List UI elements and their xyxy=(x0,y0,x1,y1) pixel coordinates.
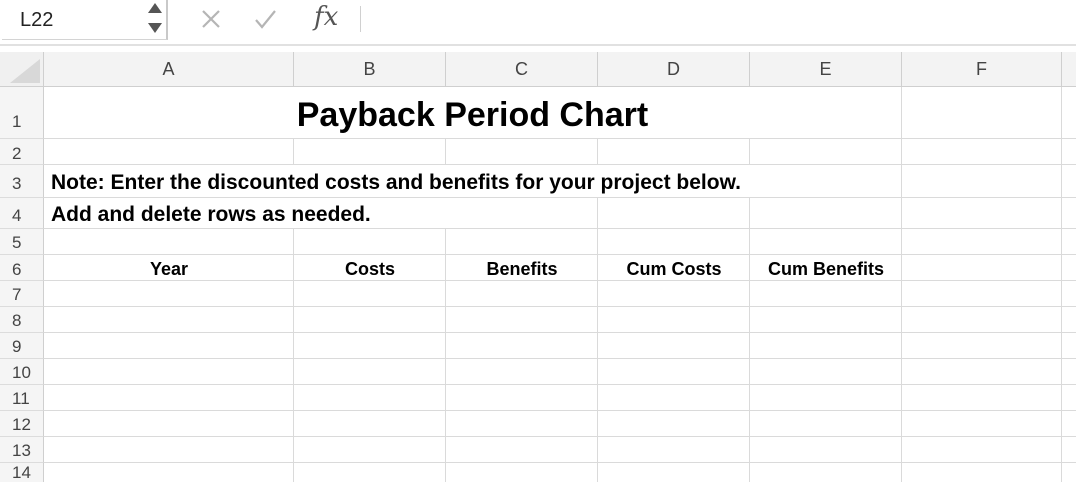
gridline-row-8 xyxy=(44,332,1076,333)
column-header-f[interactable]: F xyxy=(902,52,1062,87)
gridline-col-d-row2 xyxy=(749,139,750,165)
column-header-g[interactable] xyxy=(1062,52,1076,87)
row-header-9[interactable]: 9 xyxy=(0,333,44,359)
select-all-button[interactable] xyxy=(0,52,44,87)
gridline-row-1 xyxy=(44,138,1076,139)
row-header-10[interactable]: 10 xyxy=(0,359,44,385)
gridline-col-f xyxy=(1061,87,1062,482)
enter-button[interactable] xyxy=(248,2,282,36)
check-icon xyxy=(248,2,282,36)
gridline-col-a-row2 xyxy=(293,139,294,165)
column-header-e[interactable]: E xyxy=(750,52,902,87)
header-costs: Costs xyxy=(344,259,395,279)
sheet-title: Payback Period Chart xyxy=(296,96,649,134)
chevron-up-icon[interactable] xyxy=(148,3,162,13)
gridline-row-3 xyxy=(44,197,1076,198)
gridline-row-6 xyxy=(44,280,1076,281)
row-header-13[interactable]: 13 xyxy=(0,437,44,463)
row-header-2[interactable]: 2 xyxy=(0,139,44,165)
name-box-spinner[interactable] xyxy=(146,1,164,37)
select-all-triangle-icon xyxy=(10,59,40,83)
formula-bar-divider xyxy=(0,44,1076,46)
gridline-row-10 xyxy=(44,384,1076,385)
gridline-row-4 xyxy=(44,228,1076,229)
row-header-11[interactable]: 11 xyxy=(0,385,44,411)
gridline-row-2 xyxy=(44,164,1076,165)
gridline-row-5 xyxy=(44,254,1076,255)
header-cum-benefits: Cum Benefits xyxy=(767,259,884,279)
gridline-col-c-row4 xyxy=(597,198,598,229)
column-header-c[interactable]: C xyxy=(446,52,598,87)
header-year: Year xyxy=(149,259,189,279)
row-header-5[interactable]: 5 xyxy=(0,229,44,255)
cancel-button[interactable] xyxy=(194,2,228,36)
row-header-6[interactable]: 6 xyxy=(0,255,44,281)
x-icon xyxy=(194,2,228,36)
gridline-col-b-row2 xyxy=(445,139,446,165)
row-header-12[interactable]: 12 xyxy=(0,411,44,437)
row-header-4[interactable]: 4 xyxy=(0,198,44,229)
chevron-down-icon[interactable] xyxy=(148,23,162,33)
formula-separator xyxy=(360,6,361,32)
note-line-1: Note: Enter the discounted costs and benefits for your project below. xyxy=(51,171,741,194)
cell-reference[interactable]: L22 xyxy=(20,9,54,31)
gridline-row-13 xyxy=(44,462,1076,463)
row-header-8[interactable]: 8 xyxy=(0,307,44,333)
column-header-b[interactable]: B xyxy=(294,52,446,87)
header-benefits: Benefits xyxy=(486,259,558,279)
gridline-col-c-row2 xyxy=(597,139,598,165)
row-header-3[interactable]: 3 xyxy=(0,165,44,198)
row-header-7[interactable]: 7 xyxy=(0,281,44,307)
note-line-2: Add and delete rows as needed. xyxy=(51,203,371,226)
gridline-col-e xyxy=(901,87,902,482)
gridline-col-d-row4 xyxy=(749,198,750,229)
column-header-a[interactable]: A xyxy=(44,52,294,87)
row-header-14[interactable]: 14 xyxy=(0,463,44,482)
gridline-row-12 xyxy=(44,436,1076,437)
gridline-row-7 xyxy=(44,306,1076,307)
function-icon[interactable]: fx xyxy=(314,2,339,32)
column-header-d[interactable]: D xyxy=(598,52,750,87)
row-header-1[interactable]: 1 xyxy=(0,87,44,139)
gridline-row-9 xyxy=(44,358,1076,359)
gridline-row-11 xyxy=(44,410,1076,411)
spreadsheet-grid[interactable] xyxy=(0,52,1076,482)
name-box[interactable] xyxy=(2,0,168,40)
formula-bar xyxy=(0,0,1076,46)
formula-input[interactable] xyxy=(364,0,1076,40)
header-cum-costs: Cum Costs xyxy=(626,259,722,279)
